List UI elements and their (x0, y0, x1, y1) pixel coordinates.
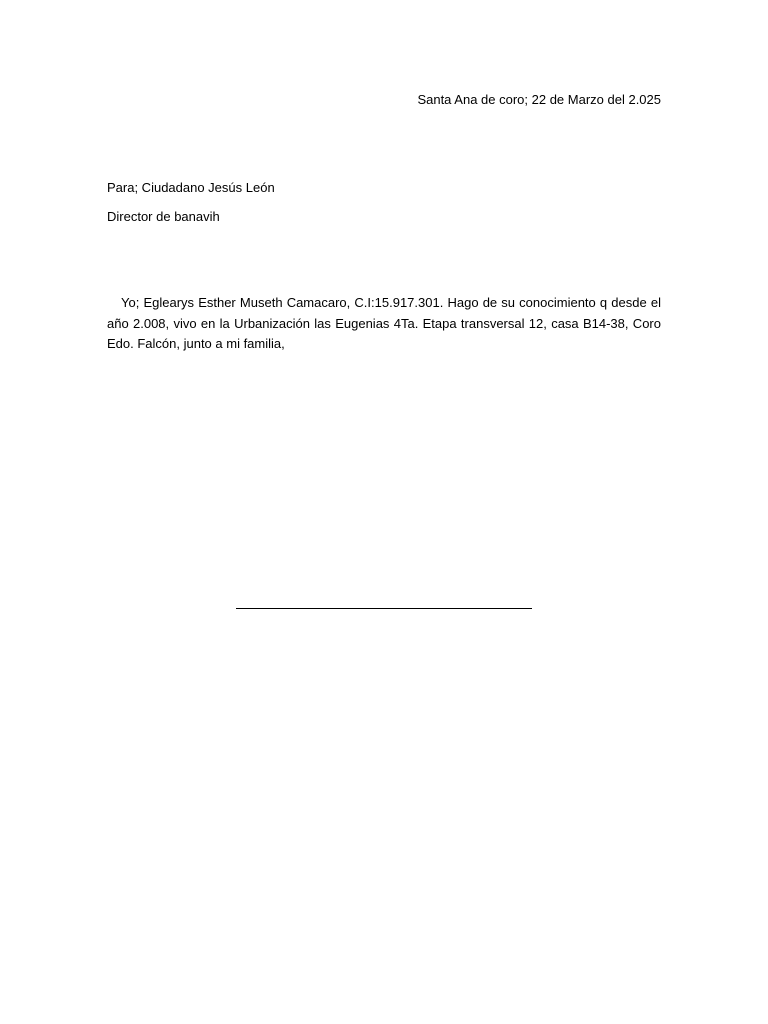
date-line: Santa Ana de coro; 22 de Marzo del 2.025 (417, 92, 661, 107)
signature-line (236, 608, 532, 609)
recipient-name: Para; Ciudadano Jesús León (107, 180, 275, 195)
recipient-title: Director de banavih (107, 209, 220, 224)
letter-body: Yo; Eglearys Esther Museth Camacaro, C.I:15.917.301. Hago de su conocimiento q desde el año 2.008, vivo en la Urbanización las Eugenias 4Ta. Etapa transversal 12, casa B14-38, Coro Edo. Falcón, junto a mi familia, (107, 295, 661, 351)
